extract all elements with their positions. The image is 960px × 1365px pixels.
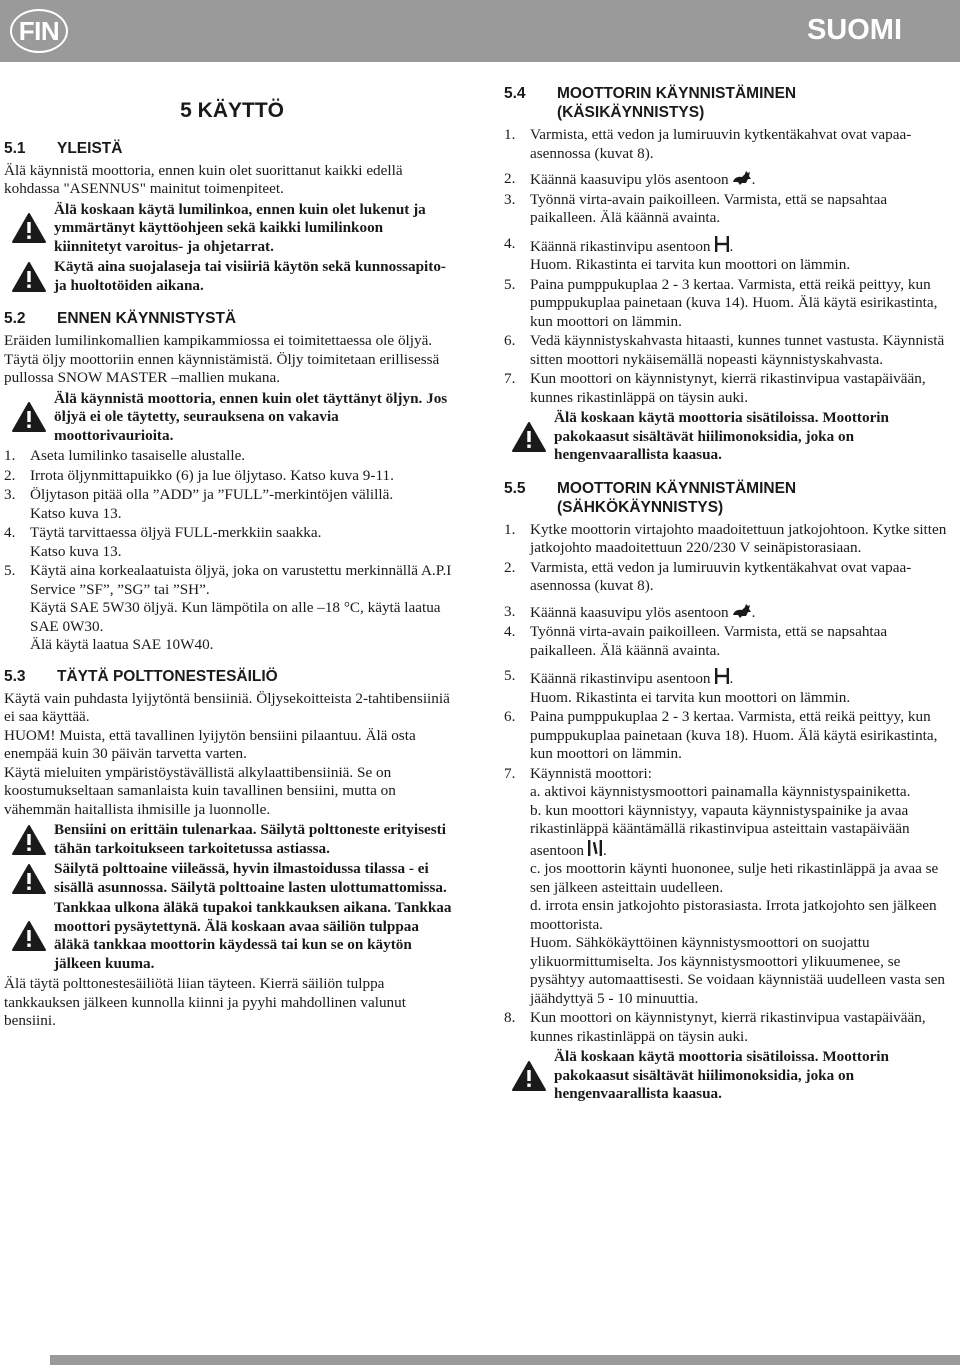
list-item: 2. Käännä kaasuvipu ylös asentoon . xyxy=(504,170,756,188)
step-note: Huom. Sähkökäyttöinen käynnistysmoottori on suojattu ylikuormittumiselta. Jos käynnistysmoottori ylikuumenee, se pysähtyy automaattisesti. Se voidaan käynnistää uudelleen vasta sen jäähdyttyä 5 - 10 minuuttia. xyxy=(530,934,946,1007)
section-5-2-heading xyxy=(4,309,452,328)
language-badge: FIN xyxy=(10,9,68,53)
step-text: Työnnä virta-avain paikoilleen. Varmista, että se napsahtaa paikalleen. Älä käännä avainta. xyxy=(530,623,888,659)
choke-open-icon xyxy=(587,839,603,857)
step-number: 7. xyxy=(504,764,516,782)
warning-icon xyxy=(11,212,47,244)
list-item xyxy=(4,524,452,561)
step-text: Työnnä virta-avain paikoilleen. Varmista, että se napsahtaa paikalleen. Älä käännä avainta. xyxy=(530,190,888,226)
warning-icon xyxy=(11,920,47,952)
chapter-title: 5 KÄYTTÖ xyxy=(180,99,284,122)
section-5-1-intro: Älä käynnistä moottoria, ennen kuin olet suorittanut kaikki edellä kohdassa "ASENNUS" mainitut toimenpiteet. xyxy=(4,161,403,197)
choke-closed-icon xyxy=(714,667,730,685)
list-item: 7. Käynnistä moottori: a. aktivoi käynnistysmoottori painamalla käynnistyspainiketta. b. kun moottori käynnistyy, vapauta käynnistyspainike ja avaa rikastinläppä kääntämällä rikastinvipua asteittain vastapäivään asentoon . c. jos moottorin käynti huononee, sulje heti rikastinläppä ja avaa se sen jälkeen asteittain uudelleen. d. irrota ensin jatkojohto pistorasiasta. Irrota jatkojohto sen jälkeen moottorista. Huom. Sähkökäyttöinen käynnistysmoottori on suojattu ylikuormittumiselta. Jos käynnistysmoottori ylikuumenee, se pysähtyy automaattisesti. Se voidaan käynnistää uudelleen vasta sen jäähdyttyä 5 - 10 minuuttia. xyxy=(504,764,946,1007)
list-item xyxy=(504,191,952,228)
list-item xyxy=(4,447,452,466)
warning-block xyxy=(4,821,452,858)
step-text: Käännä rikastinvipu asentoon xyxy=(530,237,711,255)
manual-start-steps xyxy=(504,126,952,407)
left-column xyxy=(4,100,452,1031)
step-text: Käännä rikastinvipu asentoon xyxy=(530,670,711,687)
warning-text: Bensiini on erittäin tulenarkaa. Säilytä polttoneste erityisesti tähän tarkoitukseen tarkoitetussa astiassa. xyxy=(54,821,446,857)
warning-text: Säilytä polttoaine viileässä, hyvin ilmastoidussa tilassa - ei sisällä asunnossa. Säilytä polttoaine lasten ulottumattomissa. xyxy=(54,860,447,896)
list-item: 3. Käännä kaasuvipu ylös asentoon . xyxy=(504,602,756,621)
step-number: 7. xyxy=(504,370,516,387)
section-title: YLEISTÄ xyxy=(57,139,123,157)
step-number: 1. xyxy=(4,447,16,464)
section-5-3-heading xyxy=(4,667,452,686)
list-item xyxy=(504,708,952,764)
step-text: Täytä tarvittaessa öljyä FULL-merkkiin saakka. xyxy=(30,524,322,541)
warning-block xyxy=(4,390,452,446)
step-text: Varmista, että vedon ja lumiruuvin kytkentäkahvat ovat vapaa-asennossa (kuvat 8). xyxy=(530,126,912,162)
list-item xyxy=(504,623,952,660)
step-number: 2. xyxy=(504,558,516,576)
warning-text: Älä koskaan käytä moottoria sisätiloissa. Moottorin pakokaasut sisältävät hiilimonoksidia, joka on hengenvaarallista kaasua. xyxy=(554,409,889,463)
step-number: 4. xyxy=(504,234,516,252)
list-item xyxy=(504,1009,952,1046)
list-item: 4. Käännä rikastinvipu asentoon . Huom. Rikastinta ei tarvita kun moottori on lämmin. xyxy=(504,234,851,273)
step-text: Varmista, että vedon ja lumiruuvin kytkentäkahvat ovat vapaa-asennossa (kuvat 8). xyxy=(530,558,912,594)
section-number: 5.4 xyxy=(504,85,526,102)
warning-block xyxy=(4,201,452,257)
section-5-1-heading xyxy=(4,139,452,158)
right-column xyxy=(504,84,952,1106)
step-substep: b. kun moottori käynnistyy, vapauta käynnistyspainike ja avaa rikastinläppä kääntämällä rikastinvipua asteittain vastapäivään asentoon xyxy=(530,801,910,859)
warning-text: Käytä aina suojalaseja tai visiiriä käytön sekä kunnossapito- ja huoltotöiden aikana. xyxy=(54,258,446,294)
step-note: Katso kuva 13. xyxy=(30,504,122,522)
section-title: MOOTTORIN KÄYNNISTÄMINEN xyxy=(557,479,797,497)
section-number: 5.5 xyxy=(504,479,526,497)
step-number: 4. xyxy=(504,623,516,640)
step-text: Vedä käynnistyskahvasta hitaasti, kunnes tunnet vastusta. Käynnistä sitten moottori nykäisemällä nopeasti käynnistyskahvasta. xyxy=(530,332,945,368)
step-note: Huom. Rikastinta ei tarvita kun moottori on lämmin. xyxy=(530,688,851,706)
step-number: 2. xyxy=(504,170,516,187)
rabbit-icon xyxy=(732,170,752,186)
step-number: 2. xyxy=(4,466,16,484)
language-title: SUOMI xyxy=(806,14,902,46)
warning-block xyxy=(504,1048,952,1104)
warning-block xyxy=(4,899,452,973)
step-text: Käytä aina korkealaatuista öljyä, joka on varustettu merkinnällä A.P.I Service ”SF”, ”SG” tai ”SH”. xyxy=(30,562,452,598)
step-substep: a. aktivoi käynnistysmoottori painamalla käynnistyspainiketta. xyxy=(530,783,911,800)
warning-icon xyxy=(11,261,47,293)
step-number: 5. xyxy=(4,562,16,579)
list-item xyxy=(504,276,952,332)
step-substep: c. jos moottorin käynti huononee, sulje heti rikastinläppä ja avaa se sen jälkeen asteittain uudelleen. xyxy=(530,860,939,896)
step-text: Paina pumppukuplaa 2 - 3 kertaa. Varmista, että reikä peittyy, kun pumppukuplaa painetaan (kuva 14). Huom. Älä käytä esirikastinta, kun moottori on lämmin. xyxy=(530,275,938,330)
step-number: 4. xyxy=(4,524,16,541)
warning-block xyxy=(4,258,452,295)
step-number: 1. xyxy=(504,520,516,538)
warning-text: Älä käynnistä moottoria, ennen kuin olet täyttänyt öljyn. Jos öljyä ei ole täytetty, seurauksena on vakavia moottorivaurioita. xyxy=(54,389,448,444)
step-note: Käytä SAE 5W30 öljyä. Kun lämpötila on alle –18 °C, käytä laatua SAE 0W30. xyxy=(30,599,441,635)
step-note: Huom. Rikastinta ei tarvita kun moottori on lämmin. xyxy=(530,256,851,273)
warning-icon xyxy=(11,401,47,433)
warning-block xyxy=(4,860,452,897)
section-title: TÄYTÄ POLTTONESTESÄILIÖ xyxy=(57,667,278,685)
section-number: 5.1 xyxy=(4,139,26,157)
section-5-5-heading xyxy=(504,479,952,517)
list-item xyxy=(504,521,952,558)
list-item xyxy=(4,467,452,486)
step-number: 6. xyxy=(504,332,516,349)
step-text: Kun moottori on käynnistynyt, kierrä rikastinvipua vastapäivään, kunnes rikastinläppä on täysin auki. xyxy=(530,370,926,406)
paragraph: Älä täytä polttonestesäiliötä liian täyteen. Kierrä säiliön tulppa tankkauksen jälkeen kunnolla kiinni ja pyyhi mahdollinen valunut bensiini. xyxy=(4,975,406,1029)
paragraph: Käytä mieluiten ympäristöystävällistä alkylaattibensiiniä. Se on koostumukseltaan samanlaista kuin tavallinen bensiini, mutta on vähemmän haitallista ihmisille ja luonnolle. xyxy=(4,763,396,818)
footer-bar xyxy=(50,1355,960,1365)
list-item: 5. Käännä rikastinvipu asentoon . Huom. Rikastinta ei tarvita kun moottori on lämmin. xyxy=(504,667,851,706)
paragraph: HUOM! Muista, että tavallinen lyijytön bensiini pilaantuu. Älä osta enempää kuin 30 päivän tarvetta varten. xyxy=(4,726,416,762)
rabbit-icon xyxy=(732,603,752,619)
step-number: 8. xyxy=(504,1009,516,1026)
step-text: Käynnistä moottori: xyxy=(530,764,652,782)
list-item xyxy=(504,332,952,369)
electric-start-steps xyxy=(504,521,952,1047)
warning-icon xyxy=(11,863,47,895)
step-number: 5. xyxy=(504,275,516,293)
warning-icon xyxy=(511,1060,547,1092)
step-text: Käännä kaasuvipu ylös asentoon xyxy=(530,603,729,621)
paragraph: Käytä vain puhdasta lyijytöntä bensiiniä. Öljysekoitteista 2-tahtibensiiniä ei saa käyttää. xyxy=(4,689,450,725)
step-number: 3. xyxy=(504,602,516,620)
list-item xyxy=(504,126,952,163)
section-number: 5.2 xyxy=(4,310,26,327)
warning-block xyxy=(504,409,952,465)
step-number: 5. xyxy=(504,667,516,684)
step-text: Öljytason pitää olla ”ADD” ja ”FULL”-merkintöjen välillä. xyxy=(30,486,394,503)
section-subtitle: (SÄHKÖKÄYNNISTYS) xyxy=(557,498,724,516)
step-substep: d. irrota ensin jatkojohto pistorasiasta. Irrota jatkojohto sen jälkeen moottorista. xyxy=(530,897,937,933)
step-text: Aseta lumilinko tasaiselle alustalle. xyxy=(30,447,246,464)
step-number: 3. xyxy=(4,486,16,503)
section-number: 5.3 xyxy=(4,667,26,685)
step-number: 1. xyxy=(504,126,516,143)
section-5-4-heading xyxy=(504,84,952,122)
section-subtitle: (KÄSIKÄYNNISTYS) xyxy=(557,104,705,121)
list-item xyxy=(4,486,452,523)
list-item xyxy=(4,562,452,655)
warning-icon xyxy=(11,824,47,856)
warning-text: Tankkaa ulkona äläkä tupakoi tankkauksen aikana. Tankkaa moottori pysäytettynä. Älä koskaan avaa säiliön tulppaa äläkä tankkaa moottorin käydessä tai kun se on käytön jälkeen kuuma. xyxy=(54,899,452,972)
section-title: ENNEN KÄYNNISTYSTÄ xyxy=(57,310,237,327)
section-5-2-intro: Eräiden lumilinkomallien kampikammiossa ei toimitettaessa ole öljyä. Täytä öljy moottoriin ennen käynnistämistä. Öljy toimitetaan erillisessä pullossa SNOW MASTER –mallien mukana. xyxy=(4,332,440,386)
step-number: 6. xyxy=(504,708,516,725)
step-text: Käännä kaasuvipu ylös asentoon xyxy=(530,171,729,188)
section-title: MOOTTORIN KÄYNNISTÄMINEN xyxy=(557,85,797,102)
step-number: 3. xyxy=(504,190,516,208)
warning-text: Älä koskaan käytä lumilinkoa, ennen kuin olet lukenut ja ymmärtänyt käyttöohjeen sekä kaikki lumilinkoon kiinnitetyt varoitus- ja ohjetarrat. xyxy=(54,200,426,255)
oil-steps-list xyxy=(4,447,452,655)
step-text: Irrota öljynmittapuikko (6) ja lue öljytaso. Katso kuva 9-11. xyxy=(30,466,394,484)
step-text: Paina pumppukuplaa 2 - 3 kertaa. Varmista, että reikä peittyy, kun pumppukuplaa painetaan (kuva 18). Huom. Älä käytä esirikastinta, kun moottori on lämmin. xyxy=(530,708,938,762)
warning-text: Älä koskaan käytä moottoria sisätiloissa. Moottorin pakokaasut sisältävät hiilimonoksidia, joka on hengenvaarallista kaasua. xyxy=(554,1048,889,1102)
page-header xyxy=(0,0,960,62)
warning-icon xyxy=(511,421,547,453)
step-text: Kun moottori on käynnistynyt, kierrä rikastinvipua vastapäivään, kunnes rikastinläppä on täysin auki. xyxy=(530,1009,926,1045)
list-item xyxy=(504,370,952,407)
list-item xyxy=(504,559,952,596)
step-text: Kytke moottorin virtajohto maadoitettuun jatkojohtoon. Kytke sitten jatkojohto maadoitettuun 220/230 V seinäpistorasiaan. xyxy=(530,520,947,556)
step-note: Katso kuva 13. xyxy=(30,542,122,560)
step-note: Älä käytä laatua SAE 10W40. xyxy=(30,636,214,653)
choke-closed-icon xyxy=(714,235,730,253)
